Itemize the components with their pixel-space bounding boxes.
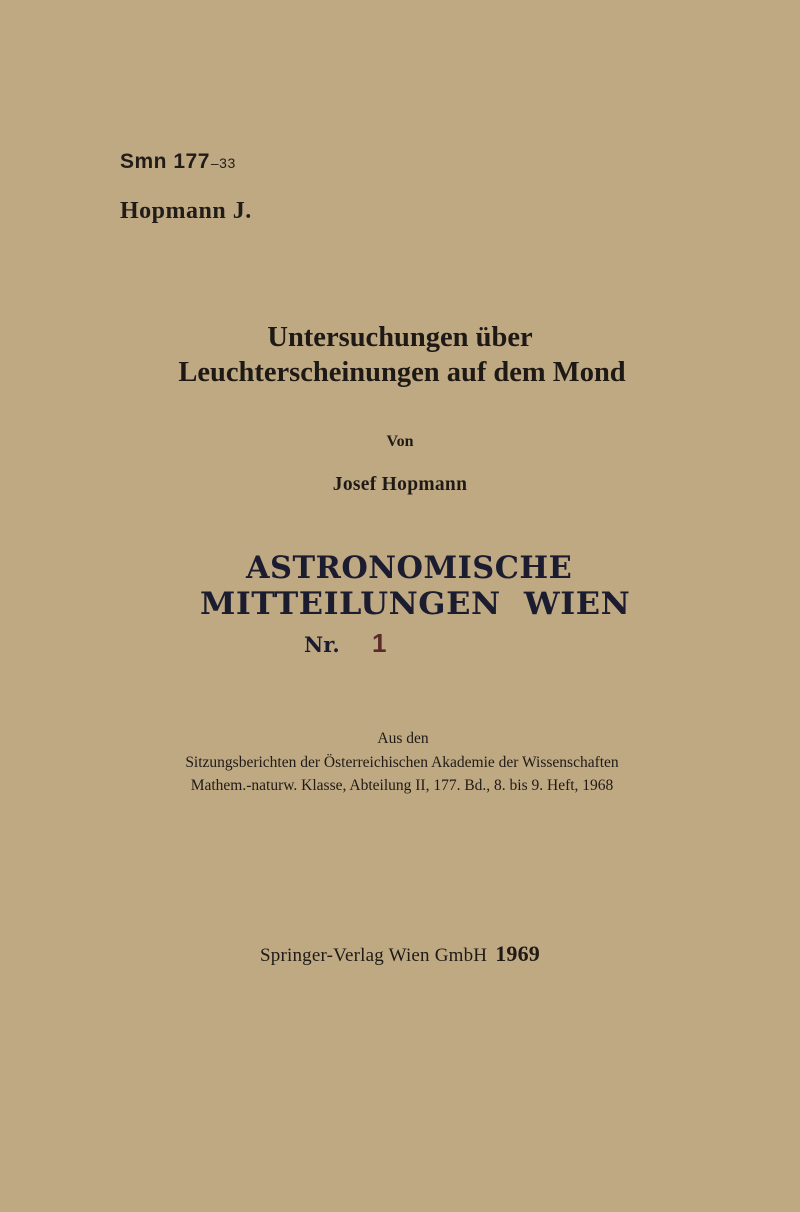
publication-year: 1969	[495, 941, 540, 966]
series-stamp-line-1: ASTRONOMISCHE	[246, 550, 573, 586]
shelf-mark-main: Smn 177	[120, 150, 210, 173]
shelf-mark-sub: –33	[210, 155, 236, 171]
shelf-mark	[120, 150, 236, 174]
source-line-1: Aus den	[377, 730, 429, 747]
byline: Von	[386, 433, 414, 450]
publisher-line	[0, 941, 800, 967]
document-title	[0, 320, 800, 390]
source-note	[0, 727, 800, 798]
title-line-1: Untersuchungen über	[267, 322, 533, 353]
series-number-label: Nr.	[304, 632, 340, 657]
series-stamp-line-2: MITTEILUNGEN WIEN	[200, 586, 631, 622]
series-number-value: 1	[372, 628, 387, 658]
author-name: Josef Hopmann	[332, 474, 468, 495]
publisher-name: Springer-Verlag Wien GmbH	[260, 945, 488, 966]
source-line-2: Sitzungsberichten der Österreichischen Akademie der Wissenschaften	[185, 753, 619, 771]
title-line-2: Leuchterscheinungen auf dem Mond	[178, 357, 626, 388]
author-short: Hopmann J.	[120, 198, 252, 224]
source-line-3: Mathem.-naturw. Klasse, Abteilung II, 177. Bd., 8. bis 9. Heft, 1968	[190, 777, 614, 794]
